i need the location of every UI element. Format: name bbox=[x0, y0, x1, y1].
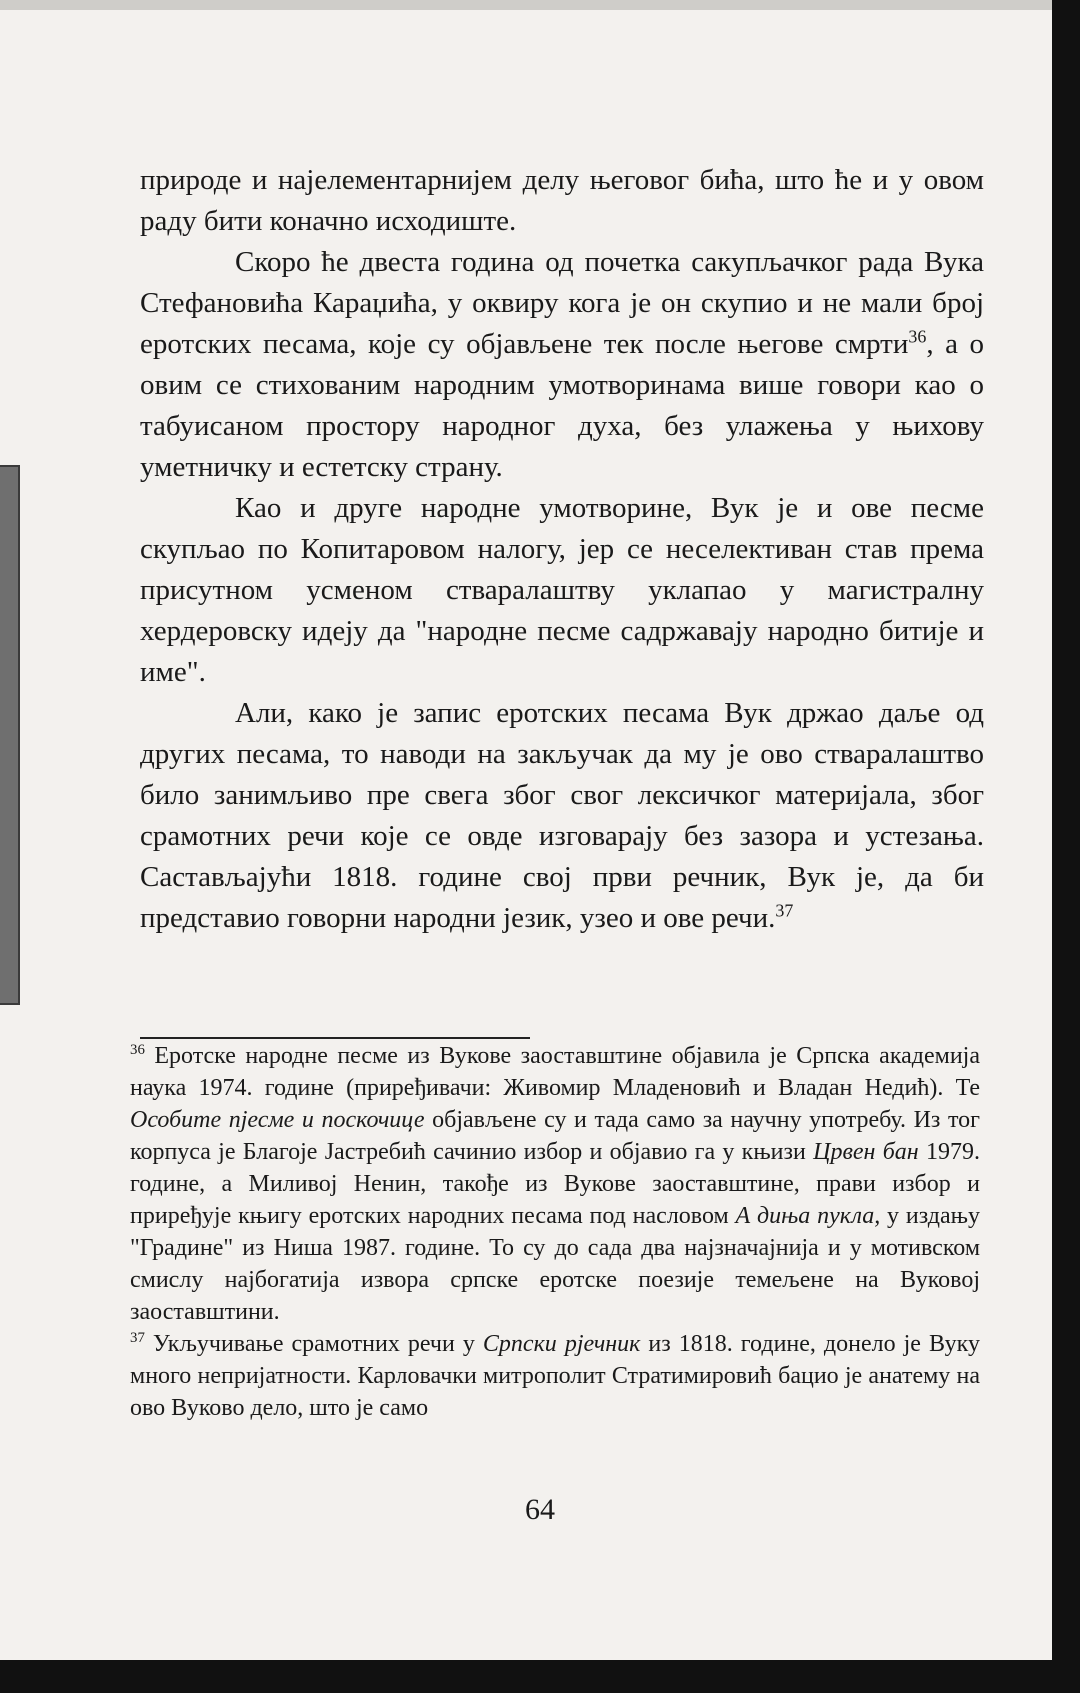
page-number: 64 bbox=[525, 1493, 555, 1526]
footnote-36-text-b: објављене су и тада само за научну употребу. Из тог корпуса је Благоје Јастребић сачинио избор и објавио га у књизи bbox=[130, 1107, 981, 1165]
scan-edge-top bbox=[0, 0, 1080, 10]
footnote-37-title-1: Српски рјечник bbox=[482, 1331, 641, 1357]
paragraph-4 bbox=[140, 693, 984, 939]
footnote-ref-37: 37 bbox=[775, 900, 794, 921]
footnote-37-text-a: Укључивање срамотних речи у bbox=[144, 1331, 483, 1357]
footnote-36-title-1: Особите пјесме и поскочице bbox=[130, 1107, 425, 1133]
paragraph-2-text-a: Скоро ће двеста година од почетка сакупљачког рада Вука Стефановића Караџића, у оквиру кога је он скупио и не мали број еротских песама, које су објављене тек после његове смрти bbox=[140, 246, 984, 360]
footnote-37 bbox=[130, 1328, 980, 1424]
footnote-36-title-2: Црвен бан bbox=[813, 1139, 919, 1165]
paragraph-3-text: Као и друге народне умотворине, Вук је и ове песме скупљао по Копитаровом налогу, јер се неселективан став према присутном усменом стваралаштву уклапао у магистралну хердеровску идеју да "народне песме садржавају народно битије и име". bbox=[140, 492, 984, 688]
paragraph-1-text: природе и најелементарнијем делу његовог бића, што ће и у овом раду бити коначно исходиште. bbox=[140, 164, 984, 237]
scan-edge-right bbox=[1052, 0, 1080, 1660]
scan-edge-bottom bbox=[0, 1660, 1080, 1693]
binder-clip bbox=[0, 465, 20, 1005]
footnote-separator bbox=[140, 1037, 530, 1039]
footnote-36-title-3: А диња пукла, bbox=[735, 1203, 881, 1229]
footnote-36-text-d: у издању "Градине" из Ниша 1987. године. То су до сада два најзначајнија и у мотивском смислу најбогатија извора српске еротске поезије темељене на Вуковој заоставштини. bbox=[130, 1203, 980, 1325]
footnotes bbox=[130, 1040, 980, 1424]
paragraph-2-text-b: , а о овим се стихованим народним умотворинама више говори као о табуисаном простору народног духа, без улажења у њихову уметничку и естетску страну. bbox=[140, 328, 984, 483]
paragraph-1 bbox=[140, 160, 984, 242]
footnote-36-number: 36 bbox=[130, 1042, 145, 1058]
footnote-37-text-b: из 1818. године, донело је Вуку много непријатности. Карловачки митрополит Стратимировић бацио је анатему на ово Вуково дело, што је само bbox=[130, 1331, 980, 1421]
paragraph-4-text: Али, како је запис еротских песама Вук држао даље од других песама, то наводи на закључак да му је ово стваралаштво било занимљиво пре свега због свог лексичког материјала, због срамотних речи које се овде изговарају без зазора и устезања. Састављајући 1818. године свој први речник, Вук је, да би представио говорни народни језик, узео и ове речи. bbox=[140, 697, 984, 934]
body-text bbox=[140, 160, 984, 939]
footnote-37-number: 37 bbox=[130, 1330, 145, 1346]
footnote-ref-36: 36 bbox=[908, 326, 927, 347]
footnote-36 bbox=[130, 1040, 980, 1328]
footnote-36-text-a: Еротске народне песме из Вукове заоставштине објавила је Српска академија наука 1974. године (приређивачи: Живомир Младеновић и Владан Недић). Те bbox=[130, 1043, 980, 1101]
paragraph-3 bbox=[140, 488, 984, 693]
paragraph-2 bbox=[140, 242, 984, 488]
footnote-36-text-c: 1979. године, а Миливој Ненин, такође из Вукове заоставштине, прави избор и приређује књигу еротских народних песама под насловом bbox=[130, 1139, 981, 1229]
